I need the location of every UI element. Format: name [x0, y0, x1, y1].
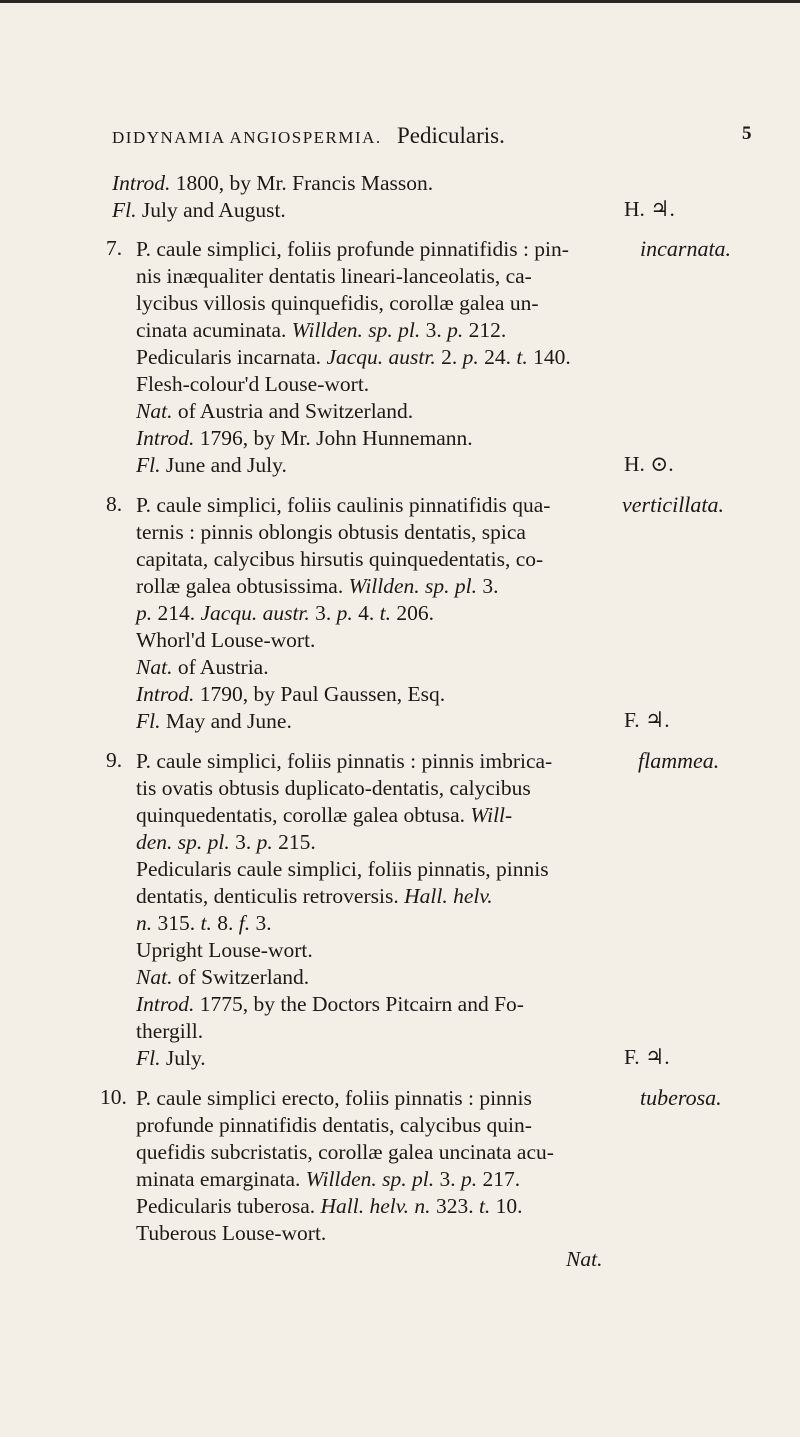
- text-line: Introd. 1800, by Mr. Francis Masson.: [112, 171, 434, 195]
- text-line: Whorl'd Louse-wort.: [136, 628, 316, 652]
- text-line: tis ovatis obtusis duplicato-dentatis, calycibus: [136, 776, 531, 800]
- text-line: P. caule simplici, foliis pinnatis : pinnis imbrica-: [136, 749, 553, 773]
- text-line: n. 315. t. 8. f. 3.: [136, 911, 272, 935]
- text-line: Introd. 1775, by the Doctors Pitcairn and Fo-: [136, 992, 524, 1016]
- text-line: thergill.: [136, 1019, 204, 1043]
- text-line: Pedicularis incarnata. Jacqu. austr. 2. p. 24. t. 140.: [136, 345, 571, 369]
- duration-mark: F. ♃.: [624, 708, 670, 732]
- text-line: dentatis, denticulis retroversis. Hall. helv.: [136, 884, 493, 908]
- duration-mark: H. ♃.: [624, 197, 675, 221]
- text-line: Nat. of Austria and Switzerland.: [136, 399, 414, 423]
- text-line: p. 214. Jacqu. austr. 3. p. 4. t. 206.: [136, 601, 435, 625]
- text-line: den. sp. pl. 3. p. 215.: [136, 830, 316, 854]
- species-epithet-margin: tuberosa.: [640, 1085, 722, 1110]
- species-epithet-margin: flammea.: [638, 748, 720, 773]
- text-line: Fl. July and August.: [112, 198, 286, 222]
- text-line: P. caule simplici, foliis caulinis pinnatifidis qua-: [136, 493, 551, 517]
- page-number: 5: [742, 123, 752, 144]
- species-epithet-margin: incarnata.: [640, 236, 732, 261]
- catchword: Nat.: [566, 1247, 603, 1271]
- text-line: minata emarginata. Willden. sp. pl. 3. p. 217.: [136, 1167, 521, 1191]
- text-line: nis inæqualiter dentatis lineari-lanceolatis, ca-: [136, 264, 532, 288]
- text-line: Fl. June and July.: [136, 453, 287, 477]
- text-line: quefidis subcristatis, corollæ galea uncinata acu-: [136, 1140, 554, 1164]
- text-line: Introd. 1790, by Paul Gaussen, Esq.: [136, 682, 446, 706]
- text-line: Tuberous Louse-wort.: [136, 1221, 327, 1245]
- text-line: P. caule simplici erecto, foliis pinnatis : pinnis: [136, 1086, 532, 1110]
- entry-number: 9.: [106, 748, 123, 772]
- entry-number: 10.: [100, 1085, 127, 1109]
- text-line: quinquedentatis, corollæ galea obtusa. Will-: [136, 803, 513, 827]
- text-line: rollæ galea obtusissima. Willden. sp. pl. 3.: [136, 574, 499, 598]
- duration-mark: F. ♃.: [624, 1045, 670, 1069]
- duration-mark: H. ⊙.: [624, 452, 674, 476]
- text-line: Pedicularis caule simplici, foliis pinnatis, pinnis: [136, 857, 549, 881]
- text-line: Nat. of Switzerland.: [136, 965, 310, 989]
- entry-number: 8.: [106, 492, 123, 516]
- text-line: cinata acuminata. Willden. sp. pl. 3. p. 212.: [136, 318, 507, 342]
- species-epithet-margin: verticillata.: [622, 492, 725, 517]
- text-line: ternis : pinnis oblongis obtusis dentatis, spica: [136, 520, 526, 544]
- text-line: profunde pinnatifidis dentatis, calycibus quin-: [136, 1113, 532, 1137]
- text-line: lycibus villosis quinquefidis, corollæ galea un-: [136, 291, 539, 315]
- text-line: Introd. 1796, by Mr. John Hunnemann.: [136, 426, 473, 450]
- text-line: Upright Louse-wort.: [136, 938, 313, 962]
- text-line: P. caule simplici, foliis profunde pinnatifidis : pin-: [136, 237, 569, 261]
- entry-number: 7.: [106, 236, 123, 260]
- text-line: capitata, calycibus hirsutis quinquedentatis, co-: [136, 547, 544, 571]
- text-line: Pedicularis tuberosa. Hall. helv. n. 323. t. 10.: [136, 1194, 523, 1218]
- text-line: Fl. July.: [136, 1046, 206, 1070]
- header-class-order: DIDYNAMIA ANGIOSPERMIA.: [112, 128, 382, 147]
- text-line: Fl. May and June.: [136, 709, 292, 733]
- text-line: Nat. of Austria.: [136, 655, 269, 679]
- header-genus: Pedicularis.: [396, 123, 505, 148]
- text-line: Flesh-colour'd Louse-wort.: [136, 372, 370, 396]
